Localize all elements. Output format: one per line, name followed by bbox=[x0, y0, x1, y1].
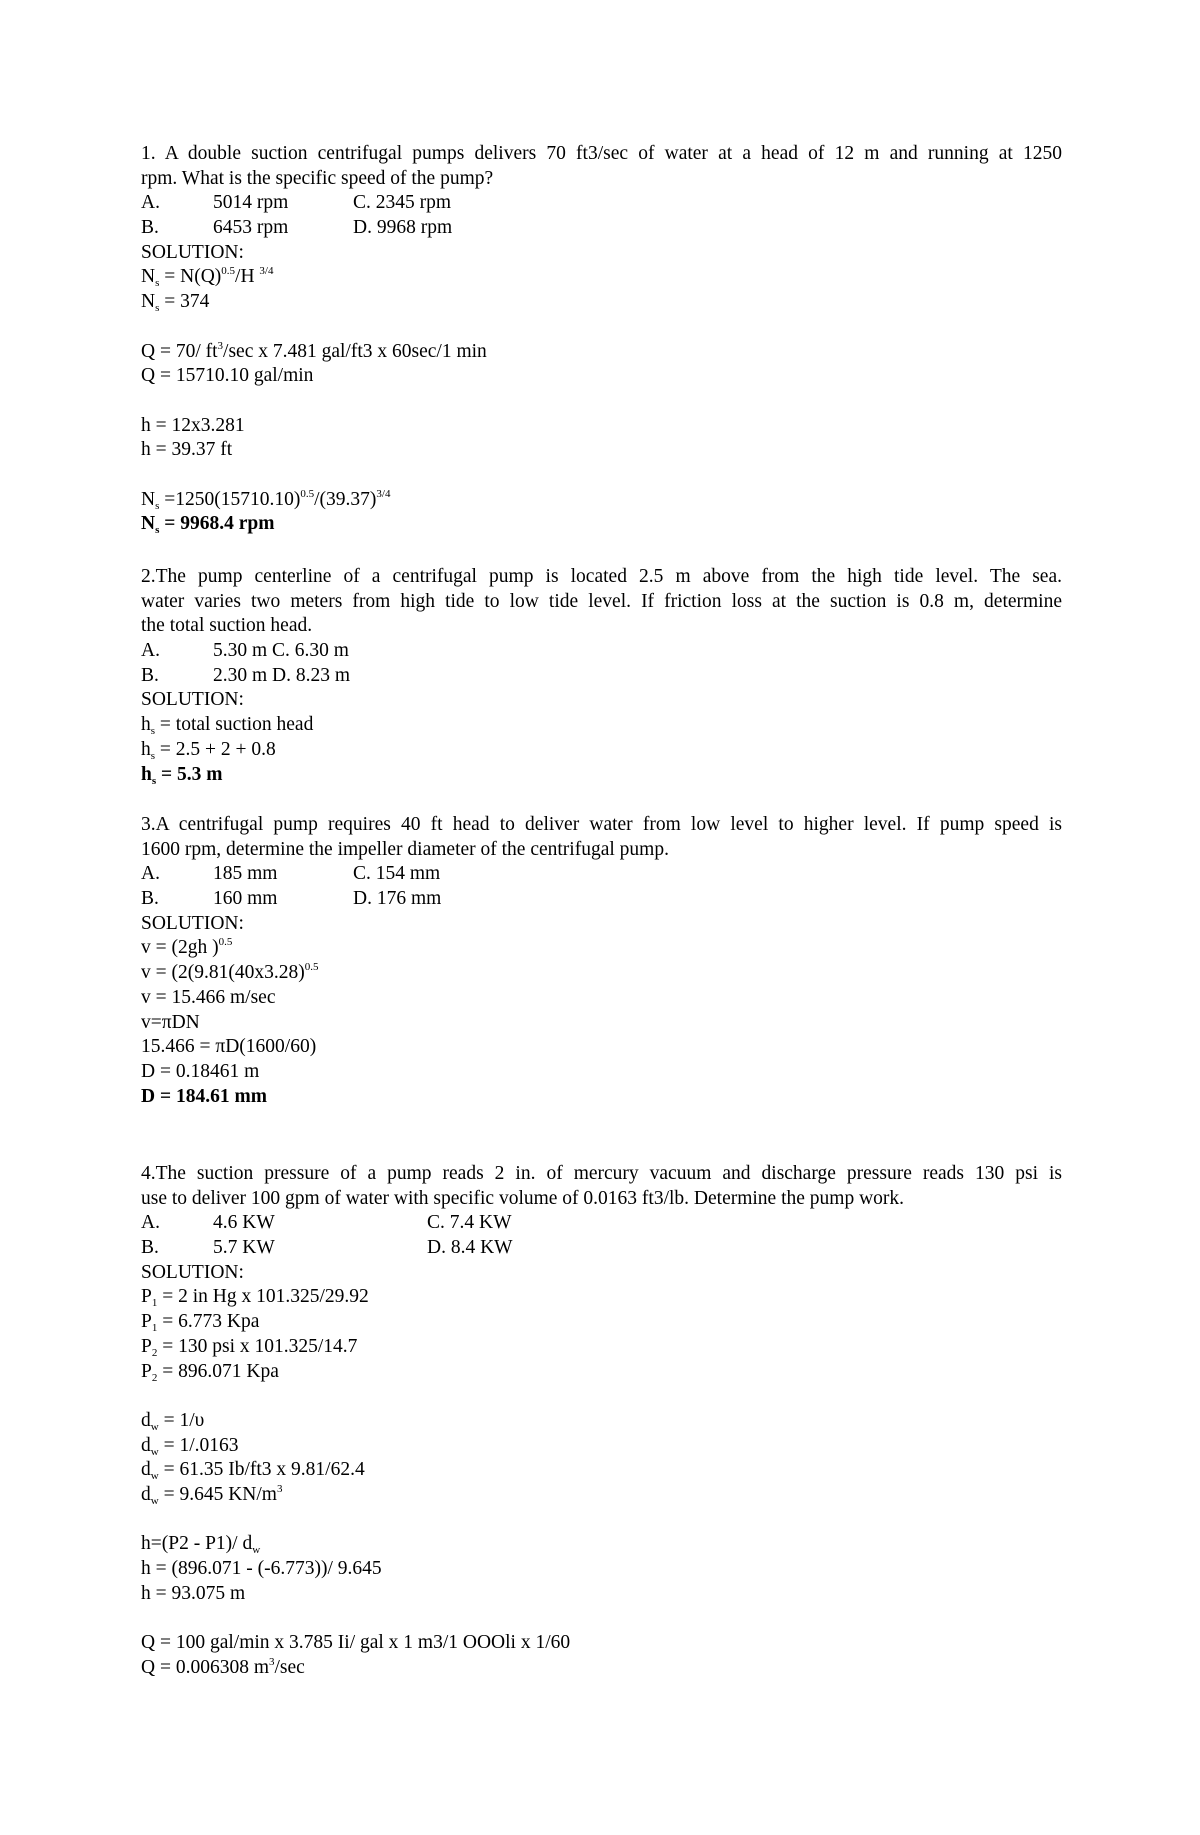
option-a: 185 mm bbox=[213, 863, 278, 885]
solution-label: SOLUTION: bbox=[141, 689, 244, 711]
formula-line: Q = 0.006308 $m^3/\sec$ bbox=[141, 1655, 305, 1678]
formula-line: $h_s = 2.5 + 2 + 0.8$ bbox=[141, 738, 276, 762]
option-a: 5.30 m C. 6.30 m bbox=[213, 640, 349, 662]
problem-4 bbox=[141, 1162, 1062, 1680]
problem-1-question-line-1: 1. A double suction centrifugal pumps delivers 70 ft3/sec of water at a head of 12 m and running at 1250 bbox=[141, 143, 1062, 164]
formula-line: $N_s = N(Q)^{0.5}/H$ $^{3/4}$ bbox=[141, 265, 274, 290]
formula-line: $h_s$ = total suction head bbox=[141, 714, 314, 738]
formula-line: D = 0.18461 m bbox=[141, 1060, 260, 1082]
problem-1 bbox=[141, 142, 1062, 537]
option-b: 5.7 KW bbox=[213, 1237, 275, 1259]
problem-3-options-row-2 bbox=[141, 887, 1062, 912]
formula-line: h=(P2 - P1)/ $d_w$ bbox=[141, 1533, 261, 1557]
formula-line: $d_w = 9.645$ $KN/m^3$ bbox=[141, 1482, 283, 1507]
option-b-letter: B. bbox=[141, 1237, 159, 1259]
option-b-letter: B. bbox=[141, 217, 159, 239]
problem-1-question-line-2: rpm. What is the specific speed of the pump? bbox=[141, 167, 494, 189]
formula-line: Q = 100 gal/min x 3.785 Ii/ gal x 1 m3/1 OOOli x 1/60 bbox=[141, 1632, 571, 1654]
answer: $h_s = 5.3$ m bbox=[141, 763, 223, 787]
problem-2-question-line-2: water varies two meters from high tide to low tide level. If friction loss at the suction is 0.8 m, determine bbox=[141, 590, 1062, 612]
problem-2-options-row-1 bbox=[141, 639, 1062, 664]
formula-line: $P_1 = 6.773$ Kpa bbox=[141, 1311, 260, 1335]
formula-line: h = 93.075 m bbox=[141, 1582, 246, 1604]
problem-3 bbox=[141, 813, 1062, 1109]
option-a: 5014 rpm bbox=[213, 192, 289, 214]
problem-2 bbox=[141, 565, 1062, 787]
problem-3-question-line-2: 1600 rpm, determine the impeller diameter of the centrifugal pump. bbox=[141, 838, 669, 860]
problem-4-question-line-1: 4.The suction pressure of a pump reads 2 in. of mercury vacuum and discharge pressure reads 130 psi is bbox=[141, 1163, 1062, 1184]
formula-line: $v = (2(9.81(40x3.28)^{0.5}$ bbox=[141, 961, 319, 984]
option-b: 2.30 m D. 8.23 m bbox=[213, 664, 351, 686]
problem-4-question-line-2: use to deliver 100 gpm of water with specific volume of 0.0163 ft3/lb. Determine the pump work. bbox=[141, 1187, 905, 1209]
formula-line: $d_w = 1/.0163$ bbox=[141, 1434, 239, 1458]
option-c: C. 154 mm bbox=[353, 863, 441, 885]
option-b-letter: B. bbox=[141, 664, 159, 686]
option-d: D. 8.4 KW bbox=[427, 1237, 513, 1259]
problem-2-question-line-1: 2.The pump centerline of a centrifugal pump is located 2.5 m above from the high tide level. The sea. bbox=[141, 566, 1062, 587]
option-c: C. 2345 rpm bbox=[353, 192, 452, 214]
option-b-letter: B. bbox=[141, 888, 159, 910]
option-b: 6453 rpm bbox=[213, 217, 289, 239]
problem-3-options-row-1 bbox=[141, 862, 1062, 887]
option-a-letter: A. bbox=[141, 192, 160, 214]
formula-line: $P_1 = 2$ in Hg x 101.325/29.92 bbox=[141, 1286, 369, 1310]
problem-1-options-row-2 bbox=[141, 216, 1062, 241]
problem-1-options-row-1 bbox=[141, 191, 1062, 216]
solution-label: SOLUTION: bbox=[141, 912, 244, 934]
problem-4-options-row-1 bbox=[141, 1211, 1062, 1236]
formula-line: $d_w = 61.35$ Ib/ft3 x 9.81/62.4 bbox=[141, 1459, 365, 1483]
formula-line: $P_2 = 896.071$ Kpa bbox=[141, 1360, 279, 1384]
problem-3-question-line-1: 3.A centrifugal pump requires 40 ft head to deliver water from low level to higher level. If pump speed is bbox=[141, 814, 1062, 835]
formula-line: v = 15.466 m/sec bbox=[141, 986, 276, 1008]
option-b: 160 mm bbox=[213, 888, 278, 910]
formula-line: $d_w = 1/\upsilon$ bbox=[141, 1409, 205, 1433]
problem-2-options-row-2 bbox=[141, 664, 1062, 689]
option-c: C. 7.4 KW bbox=[427, 1212, 512, 1234]
formula-line: $N_s = 374$ bbox=[141, 291, 210, 315]
option-d: D. 9968 rpm bbox=[353, 217, 453, 239]
formula-line: h = 12x3.281 bbox=[141, 414, 245, 436]
answer: $N_s = 9968.4$ rpm bbox=[141, 513, 275, 537]
formula-line: $N_s =1250(15710.10)^{0.5}/(39.37)^{3/4}$ bbox=[141, 487, 391, 512]
formula-line: h = 39.37 ft bbox=[141, 439, 233, 461]
option-a: 4.6 KW bbox=[213, 1212, 275, 1234]
formula-line: $P_2 = 130$ psi x 101.325/14.7 bbox=[141, 1335, 358, 1359]
option-a-letter: A. bbox=[141, 1212, 160, 1234]
option-a-letter: A. bbox=[141, 863, 160, 885]
formula-line: v = (2gh )$^{0.5}$ bbox=[141, 936, 233, 959]
answer: D = 184.61 mm bbox=[141, 1085, 267, 1107]
problem-2-question-line-3: the total suction head. bbox=[141, 615, 313, 637]
option-d: D. 176 mm bbox=[353, 888, 442, 910]
formula-line: v=πDN bbox=[141, 1011, 200, 1033]
solution-label: SOLUTION: bbox=[141, 1261, 244, 1283]
formula-line: 15.466 = πD(1600/60) bbox=[141, 1036, 317, 1058]
formula-line: h = (896.071 - (-6.773))/ 9.645 bbox=[141, 1558, 382, 1579]
solution-label: SOLUTION: bbox=[141, 241, 244, 263]
formula-line: Q = 70/ $ft^3/\sec$ x 7.481 gal/ft3 x 60sec/1 min bbox=[141, 339, 487, 362]
problem-4-options-row-2 bbox=[141, 1236, 1062, 1261]
formula-line: Q = 15710.10 gal/min bbox=[141, 365, 314, 387]
option-a-letter: A. bbox=[141, 640, 160, 662]
